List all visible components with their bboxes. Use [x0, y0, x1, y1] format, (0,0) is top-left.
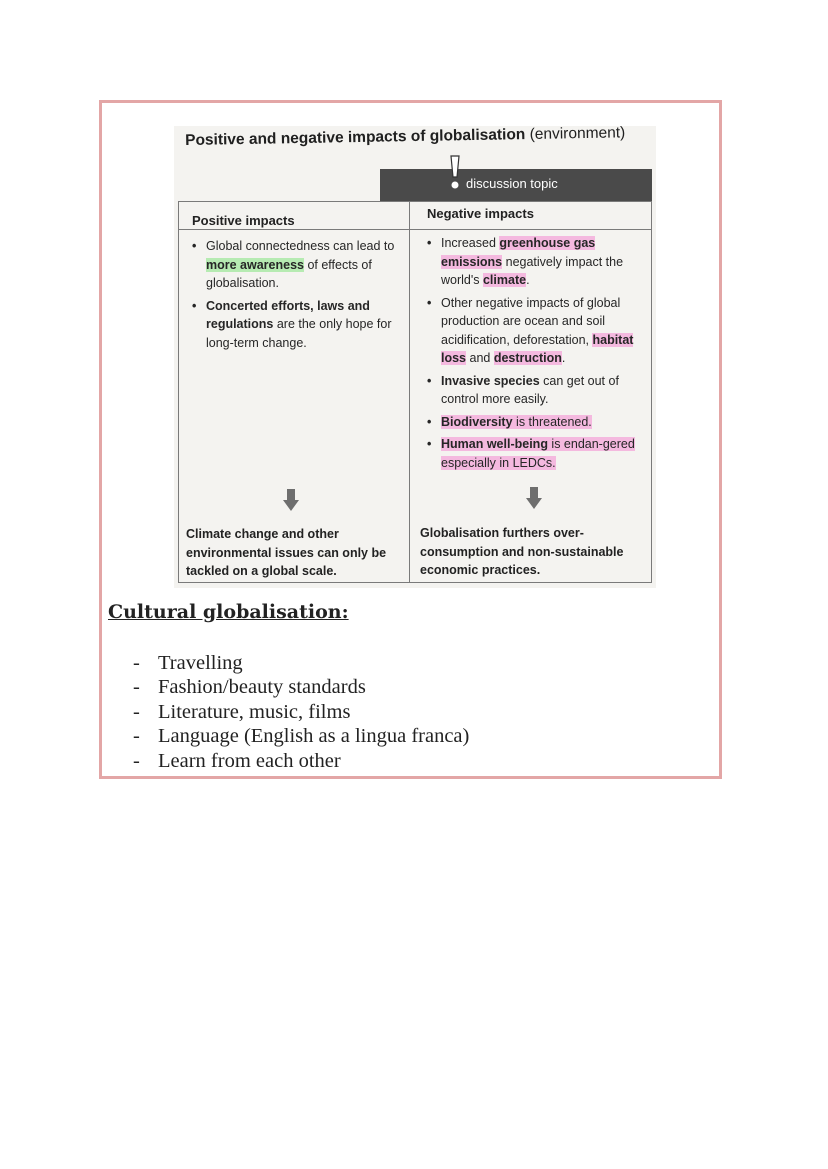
- discussion-topic-bar: [380, 169, 652, 201]
- column-divider: [409, 201, 410, 583]
- exclamation-icon: [449, 155, 461, 191]
- arrow-down-icon: [283, 489, 299, 511]
- figure-title-main: Positive and negative impacts of globalisation: [185, 126, 526, 149]
- positive-impacts-header: Positive impacts: [192, 213, 295, 228]
- negative-item-1: • Increased greenhouse gas emissions negatively impact the world's climate.: [425, 234, 647, 290]
- negative-item-5: • Human well-being is endan-gered especially in LEDCs.: [425, 435, 647, 472]
- negative-item-2: • Other negative impacts of global production are ocean and soil acidification, deforestation, habitat loss and destruction.: [425, 294, 647, 368]
- negative-item-4: • Biodiversity is threatened.: [425, 413, 647, 432]
- positive-item-1: • Global connectedness can lead to more awareness of effects of globalisation.: [190, 237, 408, 293]
- list-item: - Learn from each other: [133, 749, 469, 773]
- list-item: - Travelling: [133, 651, 469, 675]
- highlight-destruction: destruction: [493, 351, 562, 365]
- header-rule: [178, 229, 652, 230]
- list-item: - Literature, music, films: [133, 700, 469, 724]
- arrow-down-icon: [526, 487, 542, 509]
- negative-summary: Globalisation furthers over-consumption and non-sustainable economic practices.: [420, 526, 624, 577]
- positive-list: [190, 237, 408, 356]
- highlight-habitat-loss: habitat loss: [441, 332, 634, 365]
- positive-item-2: • Concerted efforts, laws and regulations are the only hope for long-term change.: [190, 297, 408, 353]
- negative-impacts-header: Negative impacts: [427, 206, 534, 221]
- cultural-globalisation-heading: Cultural globalisation:: [108, 601, 349, 623]
- discussion-topic-label: discussion topic: [466, 176, 558, 191]
- highlight-more-awareness: more awareness: [206, 257, 304, 272]
- highlight-climate: climate: [482, 273, 527, 287]
- highlight-greenhouse: greenhouse gas emissions: [441, 236, 596, 269]
- cultural-list: [133, 651, 469, 773]
- negative-item-3: • Invasive species can get out of control more easily.: [425, 372, 647, 409]
- list-item: - Language (English as a lingua franca): [133, 724, 469, 748]
- figure-title-paren: (environment): [529, 124, 626, 143]
- positive-summary: Climate change and other environmental issues can only be tackled on a global scale.: [186, 527, 387, 578]
- negative-list: [425, 234, 647, 476]
- list-item: - Fashion/beauty standards: [133, 675, 469, 699]
